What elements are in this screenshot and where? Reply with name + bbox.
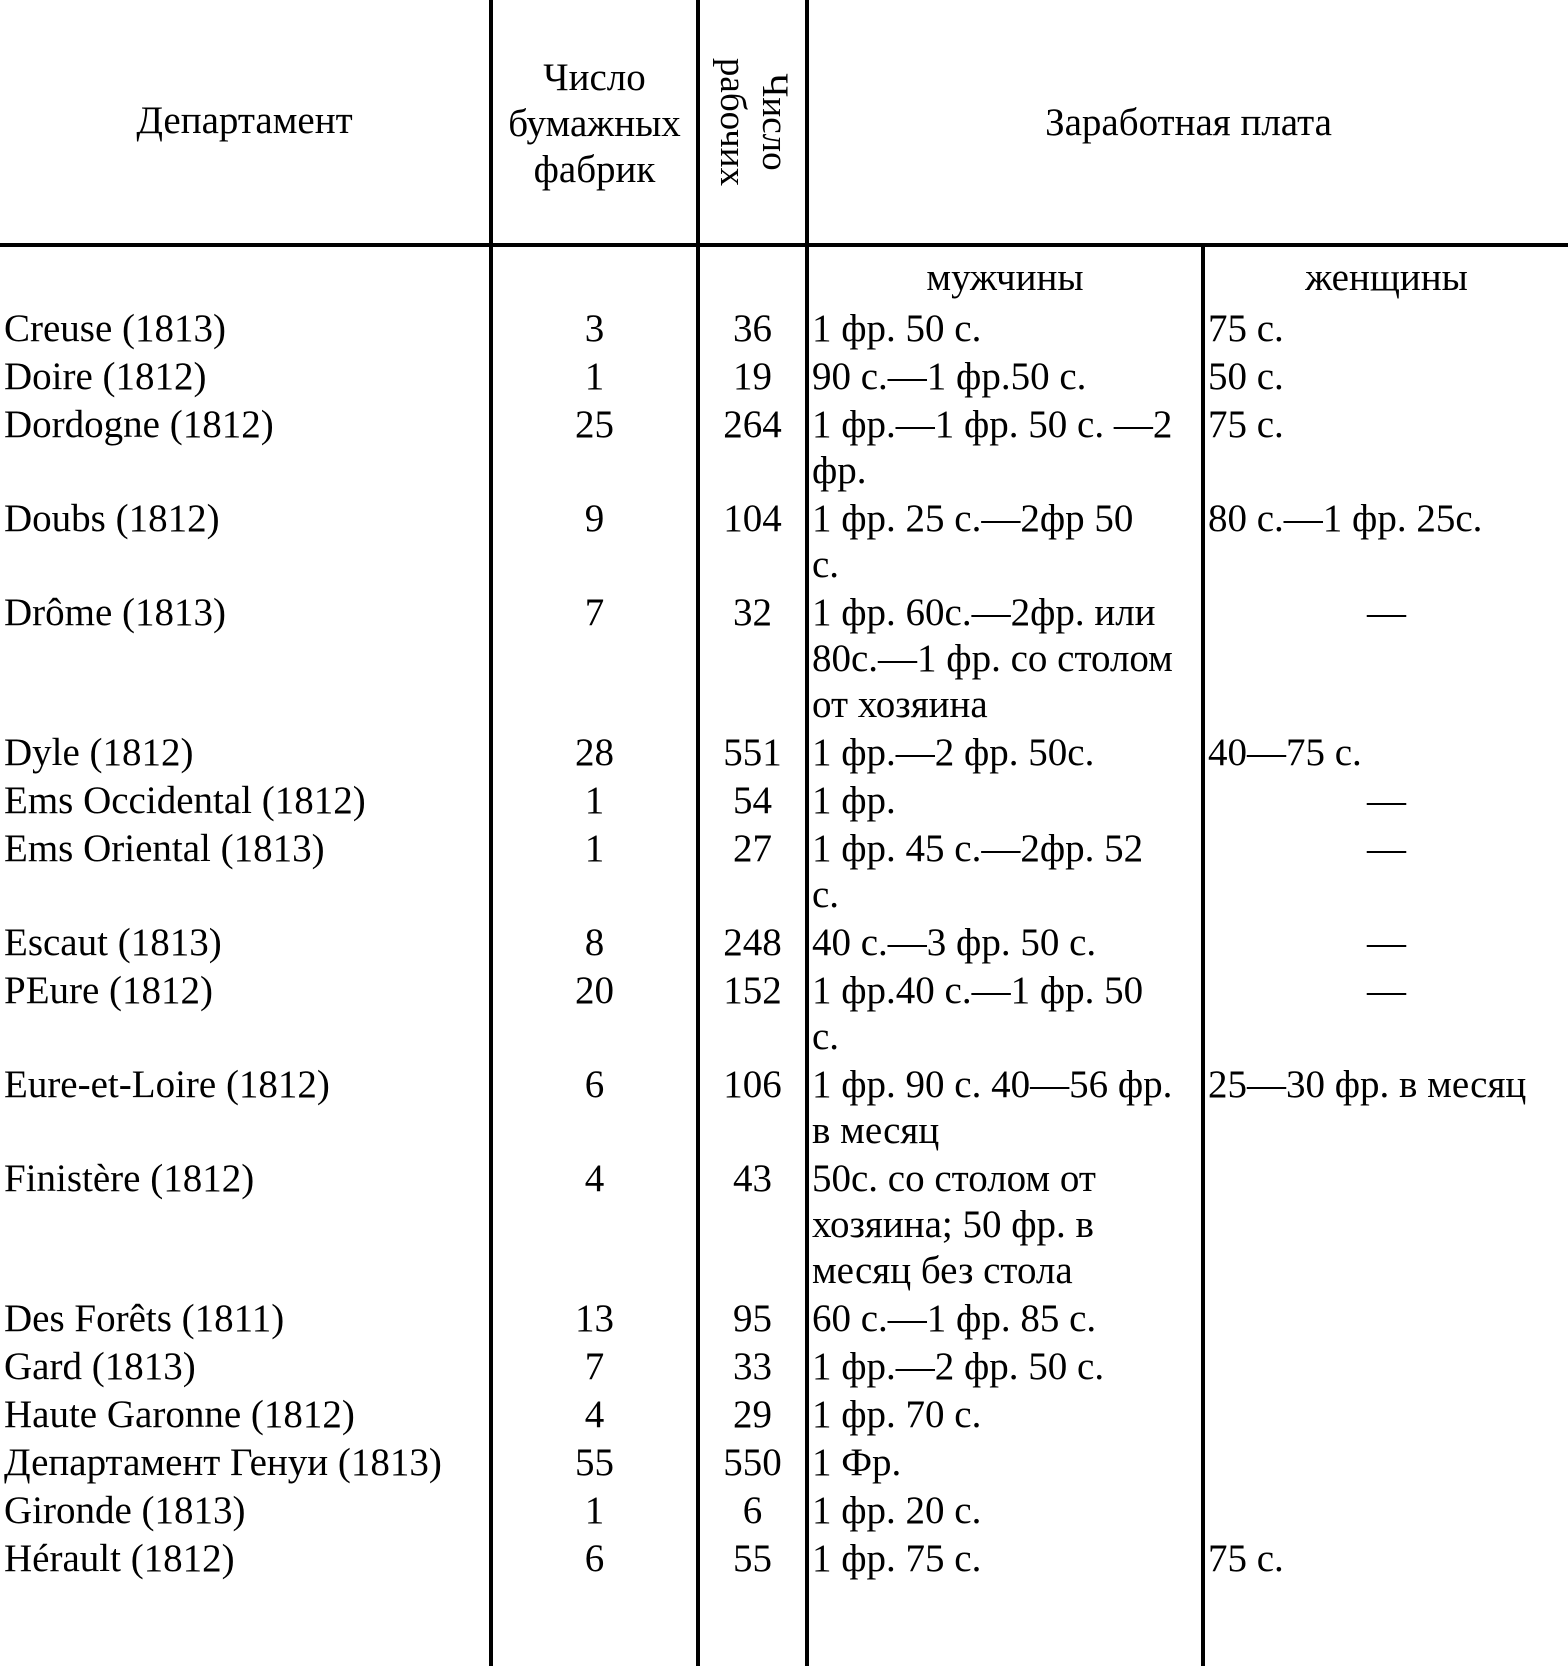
workers-cell: 29 — [733, 1393, 772, 1436]
men-wage-line: 1 фр. 70 с. — [812, 1393, 982, 1436]
department-cell: Dordogne (1812) — [4, 403, 274, 446]
table-row — [0, 306, 1568, 354]
workers-cell: 27 — [733, 827, 772, 870]
men-wage-cell — [812, 496, 1200, 588]
factories-cell: 7 — [584, 591, 605, 634]
men-wage-line: 1 фр. 20 с. — [812, 1489, 982, 1532]
department-cell: Gironde (1813) — [4, 1489, 246, 1532]
men-wage-cell — [812, 590, 1200, 728]
factories-cell: 4 — [584, 1157, 605, 1200]
men-wage-cell — [812, 306, 1200, 352]
header-divider — [0, 243, 1568, 247]
header-factories-line: фабрик — [533, 148, 656, 191]
department-cell: Ems Oriental (1813) — [4, 827, 325, 870]
women-wage-cell: 75 с. — [1208, 403, 1284, 446]
factories-cell: 1 — [584, 779, 605, 822]
header-workers-line: Число — [753, 72, 795, 171]
workers-cell: 32 — [733, 591, 772, 634]
workers-cell: 54 — [733, 779, 772, 822]
header-women: женщины — [1305, 256, 1468, 299]
department-cell: Департамент Генуи (1813) — [4, 1441, 442, 1484]
header-workers — [700, 0, 805, 243]
factories-cell: 7 — [584, 1345, 605, 1388]
men-wage-line: 1 фр. 60с.—2фр. или — [812, 591, 1156, 634]
men-wage-line: 40 с.—3 фр. 50 с. — [812, 921, 1097, 964]
department-cell: Doubs (1812) — [4, 497, 220, 540]
factories-cell: 9 — [584, 497, 605, 540]
men-wage-line: хозяина; 50 фр. в — [812, 1203, 1094, 1246]
men-wage-line: 50с. со столом от — [812, 1157, 1096, 1200]
men-wage-cell — [812, 1392, 1200, 1438]
header-factories-line: Число — [543, 56, 646, 99]
department-cell: Dyle (1812) — [4, 731, 194, 774]
table-row — [0, 1536, 1568, 1584]
workers-cell: 106 — [723, 1063, 782, 1106]
women-wage-cell: — — [1367, 827, 1406, 870]
women-wage-cell: 80 с.—1 фр. 25с. — [1208, 497, 1483, 540]
header-factories-line: бумажных — [508, 102, 681, 145]
factories-cell: 1 — [584, 827, 605, 870]
women-wage-cell: — — [1367, 969, 1406, 1012]
factories-cell: 55 — [575, 1441, 614, 1484]
table-row — [0, 496, 1568, 590]
women-wage-cell: 50 с. — [1208, 355, 1284, 398]
women-wage-cell: 75 с. — [1208, 1537, 1284, 1580]
factories-cell: 1 — [584, 1489, 605, 1532]
header-wages: Заработная плата — [1045, 101, 1332, 144]
men-wage-line: от хозяина — [812, 683, 988, 726]
department-cell: Eure-et-Loire (1812) — [4, 1063, 330, 1106]
department-cell: Ems Occidental (1812) — [4, 779, 366, 822]
factories-cell: 3 — [584, 307, 605, 350]
workers-cell: 264 — [723, 403, 782, 446]
men-wage-cell — [812, 402, 1200, 494]
factories-cell: 1 — [584, 355, 605, 398]
factories-cell: 20 — [575, 969, 614, 1012]
men-wage-line: месяц без стола — [812, 1249, 1073, 1292]
men-wage-line: 80с.—1 фр. со столом — [812, 637, 1173, 680]
factories-cell: 13 — [575, 1297, 614, 1340]
table-row — [0, 920, 1568, 968]
department-cell: Doire (1812) — [4, 355, 207, 398]
factories-cell: 25 — [575, 403, 614, 446]
workers-cell: 19 — [733, 355, 772, 398]
men-wage-line: 1 фр. 90 с. 40—56 фр. — [812, 1063, 1173, 1106]
workers-cell: 43 — [733, 1157, 772, 1200]
table-row — [0, 402, 1568, 496]
men-wage-cell — [812, 1296, 1200, 1342]
table-row — [0, 778, 1568, 826]
factories-cell: 6 — [584, 1063, 605, 1106]
men-wage-line: 1 фр. 25 с.—2фр 50 — [812, 497, 1134, 540]
department-cell: Gard (1813) — [4, 1345, 196, 1388]
department-cell: Escaut (1813) — [4, 921, 222, 964]
table-row — [0, 354, 1568, 402]
table-row — [0, 590, 1568, 730]
factories-cell: 4 — [584, 1393, 605, 1436]
men-wage-cell — [812, 1156, 1200, 1294]
workers-cell: 104 — [723, 497, 782, 540]
department-cell: Haute Garonne (1812) — [4, 1393, 355, 1436]
men-wage-cell — [812, 730, 1200, 776]
table-row — [0, 1156, 1568, 1296]
table-row — [0, 826, 1568, 920]
men-wage-line: 90 с.—1 фр.50 с. — [812, 355, 1087, 398]
men-wage-line: 1 фр.—2 фр. 50с. — [812, 731, 1095, 774]
men-wage-line: 1 фр. 45 с.—2фр. 52 — [812, 827, 1144, 870]
table-row — [0, 1488, 1568, 1536]
men-wage-cell — [812, 1344, 1200, 1390]
men-wage-line: 1 фр. 50 с. — [812, 307, 982, 350]
header-factories — [493, 55, 696, 193]
men-wage-line: 1 фр.40 с.—1 фр. 50 — [812, 969, 1144, 1012]
men-wage-line: 1 фр.—1 фр. 50 с. —2 — [812, 403, 1173, 446]
men-wage-line: с. — [812, 1015, 840, 1058]
table-row — [0, 1062, 1568, 1156]
women-wage-cell: 40—75 с. — [1208, 731, 1362, 774]
header-workers-line: рабочих — [711, 57, 753, 186]
men-wage-cell — [812, 826, 1200, 918]
header-workers-rotated — [711, 47, 795, 197]
department-cell: PEure (1812) — [4, 969, 214, 1012]
women-wage-cell: 25—30 фр. в месяц — [1208, 1063, 1527, 1106]
table-row — [0, 1392, 1568, 1440]
department-cell: Finistère (1812) — [4, 1157, 255, 1200]
workers-cell: 152 — [723, 969, 782, 1012]
workers-cell: 550 — [723, 1441, 782, 1484]
workers-cell: 95 — [733, 1297, 772, 1340]
header-men: мужчины — [926, 256, 1084, 299]
men-wage-line: в месяц — [812, 1109, 940, 1152]
header-department: Департамент — [136, 99, 353, 142]
women-wage-cell: — — [1367, 591, 1406, 634]
women-wage-cell: — — [1367, 779, 1406, 822]
men-wage-cell — [812, 354, 1200, 400]
table-row — [0, 1440, 1568, 1488]
workers-cell: 551 — [723, 731, 782, 774]
men-wage-line: с. — [812, 873, 840, 916]
workers-cell: 36 — [733, 307, 772, 350]
workers-cell: 33 — [733, 1345, 772, 1388]
men-wage-line: 1 фр. — [812, 779, 896, 822]
men-wage-cell — [812, 968, 1200, 1060]
department-cell: Creuse (1813) — [4, 307, 227, 350]
table-row — [0, 1344, 1568, 1392]
workers-cell: 248 — [723, 921, 782, 964]
women-wage-cell: — — [1367, 921, 1406, 964]
workers-cell: 6 — [742, 1489, 763, 1532]
workers-cell: 55 — [733, 1537, 772, 1580]
women-wage-cell: 75 с. — [1208, 307, 1284, 350]
factories-cell: 6 — [584, 1537, 605, 1580]
men-wage-cell — [812, 1536, 1200, 1582]
department-cell: Drôme (1813) — [4, 591, 227, 634]
department-cell: Hérault (1812) — [4, 1537, 235, 1580]
men-wage-line: с. — [812, 543, 840, 586]
men-wage-cell — [812, 920, 1200, 966]
men-wage-line: 1 фр. 75 с. — [812, 1537, 982, 1580]
factories-cell: 28 — [575, 731, 614, 774]
department-cell: Des Forêts (1811) — [4, 1297, 285, 1340]
men-wage-cell — [812, 778, 1200, 824]
table-row — [0, 968, 1568, 1062]
table-body — [0, 306, 1568, 1584]
factories-cell: 8 — [584, 921, 605, 964]
table-row — [0, 1296, 1568, 1344]
men-wage-line: 1 фр.—2 фр. 50 с. — [812, 1345, 1105, 1388]
men-wage-line: 60 с.—1 фр. 85 с. — [812, 1297, 1097, 1340]
men-wage-cell — [812, 1062, 1200, 1154]
table-row — [0, 730, 1568, 778]
men-wage-line: фр. — [812, 449, 867, 492]
men-wage-cell — [812, 1440, 1200, 1486]
men-wage-cell — [812, 1488, 1200, 1534]
men-wage-line: 1 Фр. — [812, 1441, 902, 1484]
